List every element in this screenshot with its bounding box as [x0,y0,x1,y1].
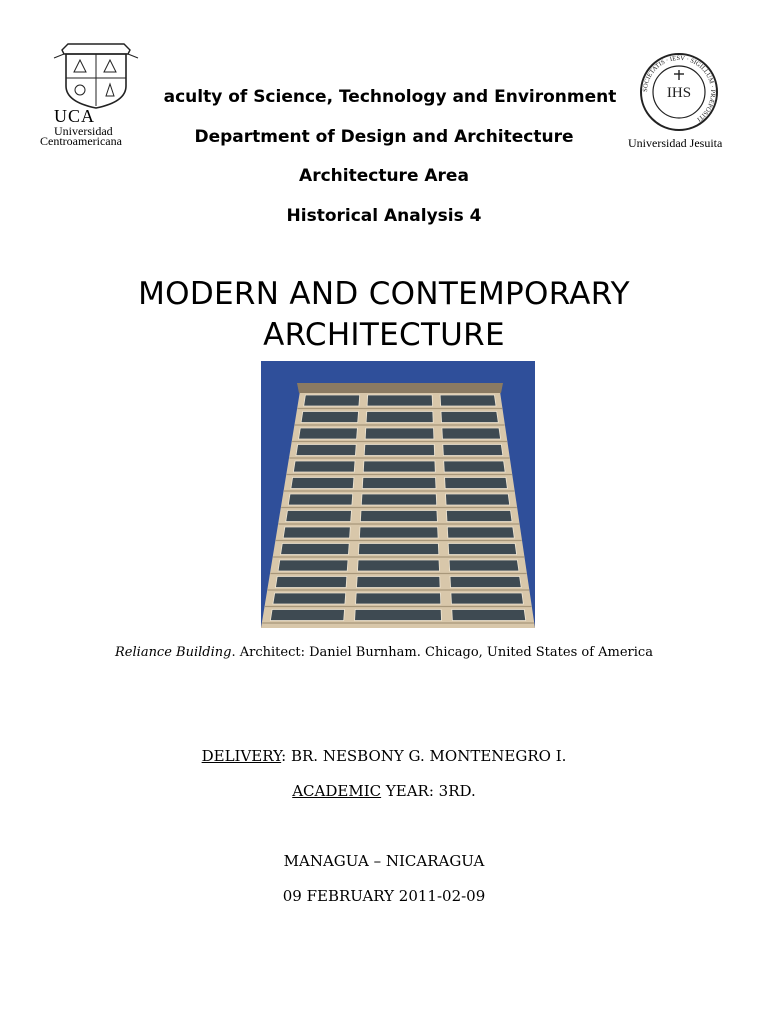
area-line: Architecture Area [299,166,469,186]
delivery-value: : BR. NESBONY G. MONTENEGRO I. [281,747,567,765]
caption-building-name: Reliance Building [115,645,232,660]
delivery-line [0,747,768,765]
uca-line3: Centroamericana [40,134,122,148]
date-line: 09 FEBRUARY 2011-02-09 [282,887,486,905]
uca-abbrev: UCA [54,106,96,126]
reliance-building-photo [261,361,535,628]
delivery-label: DELIVERY [201,747,282,765]
academic-label: ACADEMIC [292,782,382,800]
place-line: MANAGUA – NICARAGUA [283,852,485,870]
document-title-line2: ARCHITECTURE [263,317,505,353]
course-line: Historical Analysis 4 [286,206,482,226]
department-line: Department of Design and Architecture [194,127,574,147]
academic-line [0,782,768,800]
academic-value: YEAR: 3RD. [381,782,476,800]
photo-caption [0,645,768,660]
document-title-line1: MODERN AND CONTEMPORARY [138,276,630,312]
faculty-line: aculty of Science, Technology and Environment [163,87,617,107]
jesuit-caption: Universidad Jesuita [628,136,723,150]
seal-ring-text: SOCIETATIS · IESV · SIGILLUM · PRÆPOSITI [641,54,717,123]
seal-center: IHS [666,85,692,101]
building-photo [261,361,535,628]
uca-line2: Universidad [54,124,113,138]
caption-details: . Architect: Daniel Burnham. Chicago, United States of America [231,645,653,660]
